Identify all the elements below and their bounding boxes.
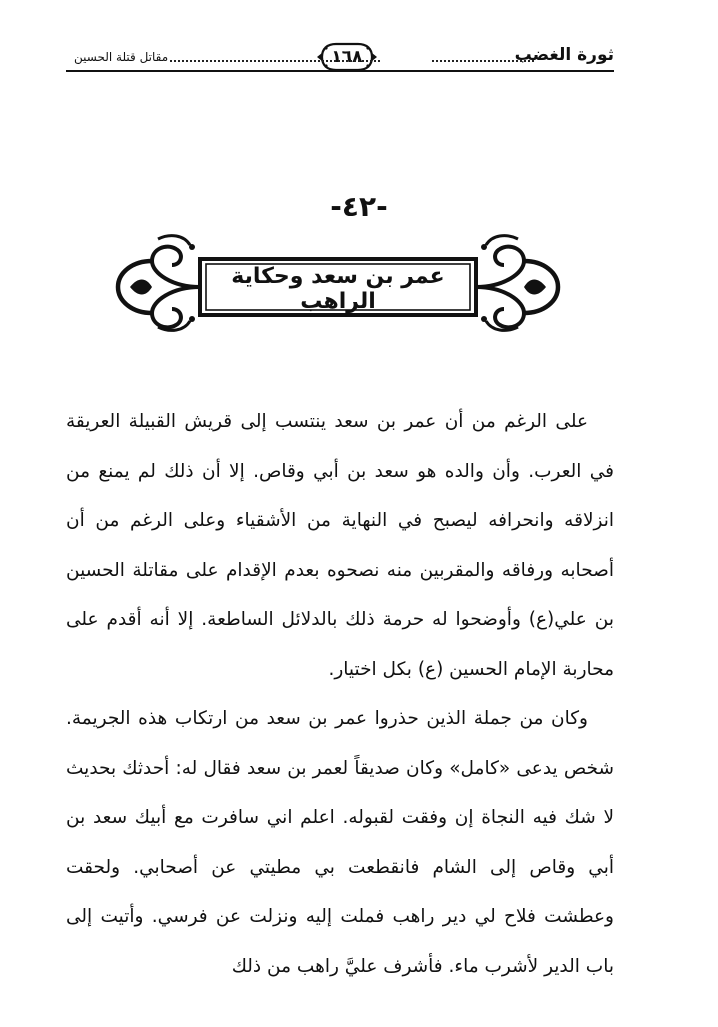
book-title: ثورة الغضب [514,45,614,65]
section-title: مقاتل قتلة الحسين [74,50,169,64]
header-dotted-leader-left [170,60,380,62]
page-number: ١٦٨ [331,47,363,67]
page-number-badge [316,40,378,74]
chapter-title-frame [112,231,564,335]
header-dotted-leader-right [432,60,534,62]
header-rule [66,70,614,72]
chapter-title: عمر بن سعد وحكاية الراهب [231,264,445,314]
paragraph: وكان من جملة الذين حذروا عمر بن سعد من ارتكاب هذه الجريمة. شخص يدعى «كامل» وكان صديقاً لعمر بن سعد فقال له: أحدثك بحديث لا شك فيه النجاة إن وفقت لقبوله. اعلم اني سافرت مع أبيك سعد بن أبي وقاص إلى الشام فانقطعت بي مطيتي عن أصحابي. ولحقت وعطشت فلاح لي دير راهب فملت إليه ونزلت عن فرسي. وأتيت إلى باب الدير لأشرب ماء. فأشرف عليَّ راهب من ذلك [66,708,614,977]
chapter-number: -٤٢- [330,190,388,223]
paragraph: على الرغم من أن عمر بن سعد ينتسب إلى قريش القبيلة العريقة في العرب. وأن والده هو سعد بن أبي وقاص. إلا أن ذلك لم يمنع من انزلاقه وانحرافه ليصبح في النهاية من الأشقياء وعلى الرغم من أن أصحابه ورفاقه والمقربين منه نصحوه بعدم الإقدام على مقاتلة الحسين بن علي(ع) وأوضحوا له حرمة ذلك بالدلائل الساطعة. إلا أنه أقدم على محاربة الإمام الحسين (ع) بكل اختيار. [66,411,614,680]
body-text [66,397,614,991]
page-header [66,30,614,82]
